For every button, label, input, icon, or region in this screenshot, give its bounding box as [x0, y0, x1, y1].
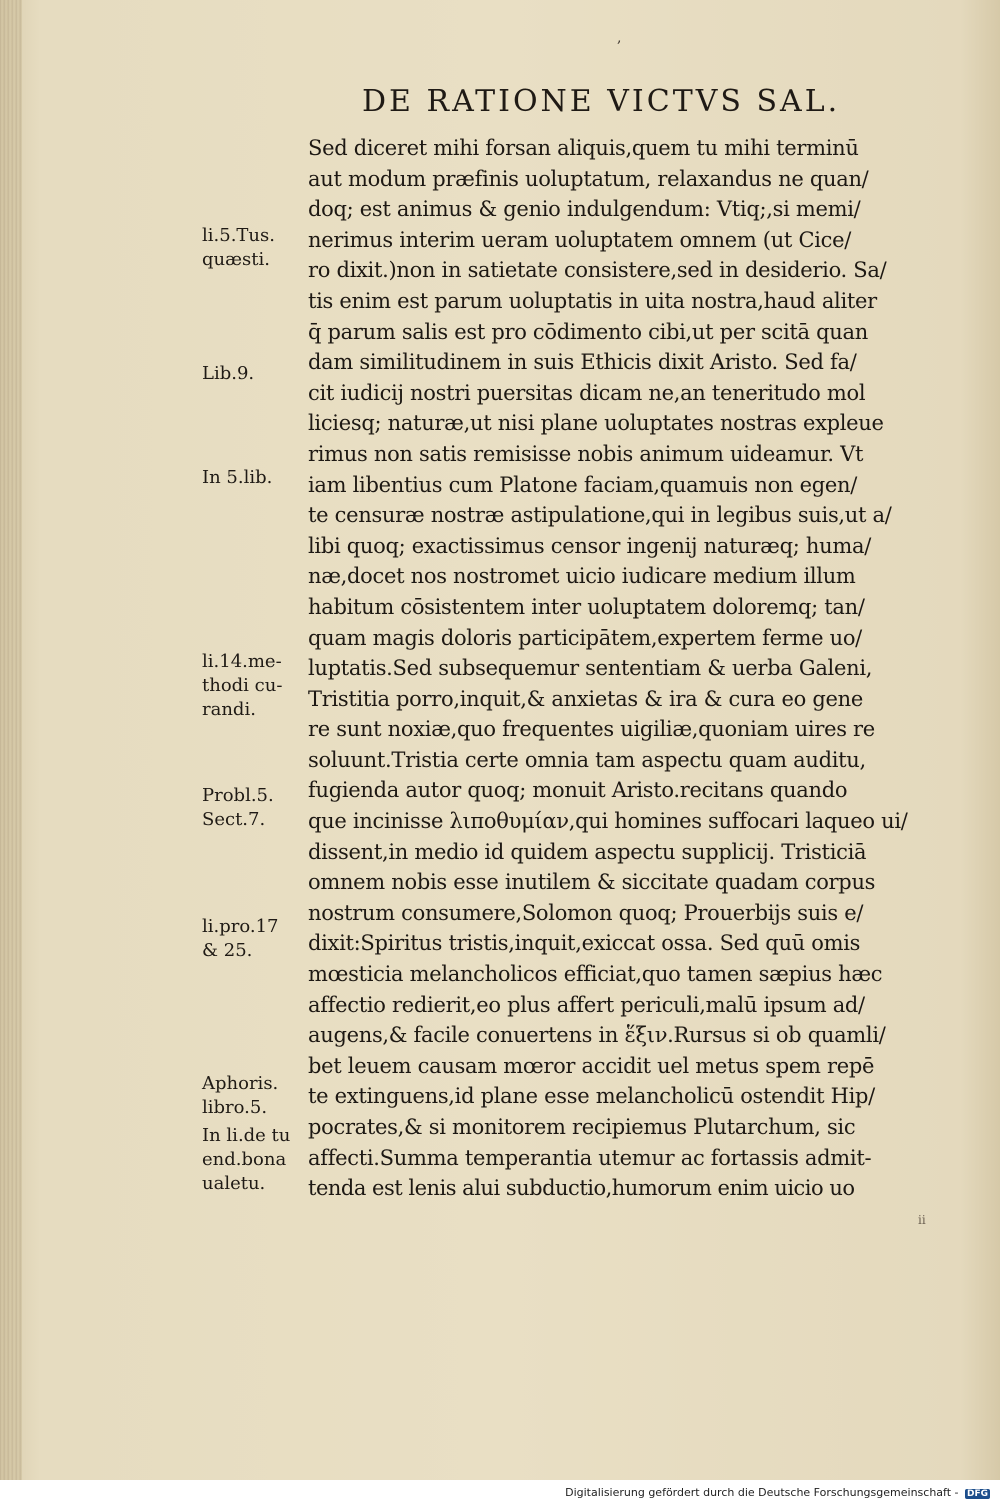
footer-credit-text: Digitalisierung gefördert durch die Deutsche Forschungsgemeinschaft - — [565, 1486, 959, 1499]
margin-note-line: end.bona — [202, 1149, 287, 1170]
footer-credit — [565, 1486, 990, 1499]
margin-note-methodi — [202, 650, 307, 722]
margin-note-line: In 5.lib. — [202, 467, 273, 488]
margin-note-line: thodi cu- — [202, 675, 283, 696]
margin-note-line: li.14.me- — [202, 651, 282, 672]
folio-mark: ii — [918, 1213, 926, 1227]
text-line: mœsticia melancholicos efficiat,quo tamen sæpius hæc — [308, 962, 883, 987]
top-mark: , — [617, 30, 622, 46]
text-line: rimus non satis remisisse nobis animum uideamur. Vt — [308, 441, 864, 466]
margin-note-aphoris — [202, 1072, 307, 1120]
text-line: tenda est lenis alui subductio,humorum enim uicio uo — [308, 1176, 855, 1201]
margin-note-line: quæsti. — [202, 249, 270, 270]
text-line: bet leuem causam mœror accidit uel metus spem repē — [308, 1053, 875, 1078]
text-line: iam libentius cum Platone faciam,quamuis non egen/ — [308, 472, 857, 497]
main-text-block — [308, 133, 948, 1204]
text-line: re sunt noxiæ,quo frequentes uigiliæ,quoniam uires re — [308, 717, 875, 742]
text-line: augens,& facile conuertens in ἕξιν.Rursus si ob quamli/ — [308, 1023, 886, 1048]
text-line: Sed diceret mihi forsan aliquis,quem tu mihi terminū — [308, 136, 859, 160]
text-line: te extinguens,id plane esse melancholicū ostendit Hip/ — [308, 1084, 875, 1109]
dfg-logo-icon: DFG — [966, 1489, 988, 1499]
running-head: DE RATIONE VICTVS SAL. — [362, 84, 841, 119]
text-line: liciesq; naturæ,ut nisi plane uoluptates nostras expleue — [308, 411, 884, 436]
margin-note-line: Sect.7. — [202, 809, 266, 830]
text-line: luptatis.Sed subsequemur sententiam & uerba Galeni, — [308, 656, 873, 681]
margin-note-prouerb — [202, 915, 307, 963]
margin-note-line: & 25. — [202, 940, 253, 961]
margin-note-in5lib — [202, 466, 307, 490]
margin-note-line: In li.de tu — [202, 1125, 291, 1146]
margin-note-probl — [202, 784, 307, 832]
page-stack-edge — [0, 0, 22, 1480]
text-line: dissent,in medio id quidem aspectu supplicij. Tristiciā — [308, 839, 867, 864]
text-line: libi quoq; exactissimus censor ingenij naturæq; huma/ — [308, 533, 871, 558]
margin-note-tusc — [202, 224, 307, 272]
text-line: ro dixit.)non in satietate consistere,sed in desiderio. Sa/ — [308, 258, 887, 283]
margin-note-line: li.pro.17 — [202, 916, 279, 937]
text-line: nostrum consumere,Solomon quoq; Prouerbijs suis e/ — [308, 900, 864, 925]
text-line: affectio redierit,eo plus affert periculi,malū ipsum ad/ — [308, 992, 865, 1017]
text-line: te censuræ nostræ astipulatione,qui in legibus suis,ut a/ — [308, 503, 892, 528]
margin-note-line: li.5.Tus. — [202, 225, 275, 246]
margin-note-line: Aphoris. — [202, 1073, 279, 1094]
margin-note-line: Probl.5. — [202, 785, 274, 806]
text-line: Tristitia porro,inquit,& anxietas & ira & cura eo gene — [308, 686, 863, 711]
text-line: habitum cōsistentem inter uoluptatem doloremq; tan/ — [308, 594, 865, 619]
margin-note-line: randi. — [202, 699, 256, 720]
text-line: cit iudicij nostri puersitas dicam ne,an teneritudo mol — [308, 380, 866, 405]
text-line: pocrates,& si monitorem recipiemus Plutarchum, sic — [308, 1115, 856, 1139]
margin-note-lib9 — [202, 362, 307, 386]
text-line: que incinisse λιποθυμίαν,qui homines suffocari laqueo ui/ — [308, 809, 908, 834]
text-line: fugienda autor quoq; monuit Aristo.recitans quando — [308, 778, 848, 803]
text-line: affecti.Summa temperantia utemur ac fortassis admit- — [308, 1145, 872, 1170]
margin-note-line: Lib.9. — [202, 363, 255, 384]
text-line: quam magis doloris participātem,expertem ferme uo/ — [308, 625, 862, 650]
text-line: næ,docet nos nostromet uicio iudicare medium illum — [308, 564, 856, 589]
margin-note-tuend — [202, 1124, 307, 1196]
text-line: dixit:Spiritus tristis,inquit,exiccat ossa. Sed quū omis — [308, 931, 861, 956]
text-line: dam similitudinem in suis Ethicis dixit Aristo. Sed fa/ — [308, 350, 857, 375]
margin-note-line: libro.5. — [202, 1097, 268, 1118]
text-line: tis enim est parum uoluptatis in uita nostra,haud aliter — [308, 288, 877, 313]
text-line: omnem nobis esse inutilem & siccitate quadam corpus — [308, 870, 876, 895]
text-line: doq; est animus & genio indulgendum: Vtiq;,si memi/ — [308, 197, 861, 222]
text-line: aut modum præfinis uoluptatum, relaxandus ne quan/ — [308, 166, 869, 191]
margin-note-line: ualetu. — [202, 1173, 266, 1194]
text-line: soluunt.Tristia certe omnia tam aspectu quam auditu, — [308, 747, 866, 772]
text-line: nerimus interim ueram uoluptatem omnem (ut Cice/ — [308, 227, 851, 252]
text-line: q̄ parum salis est pro cōdimento cibi,ut per scitā quan — [308, 319, 868, 344]
